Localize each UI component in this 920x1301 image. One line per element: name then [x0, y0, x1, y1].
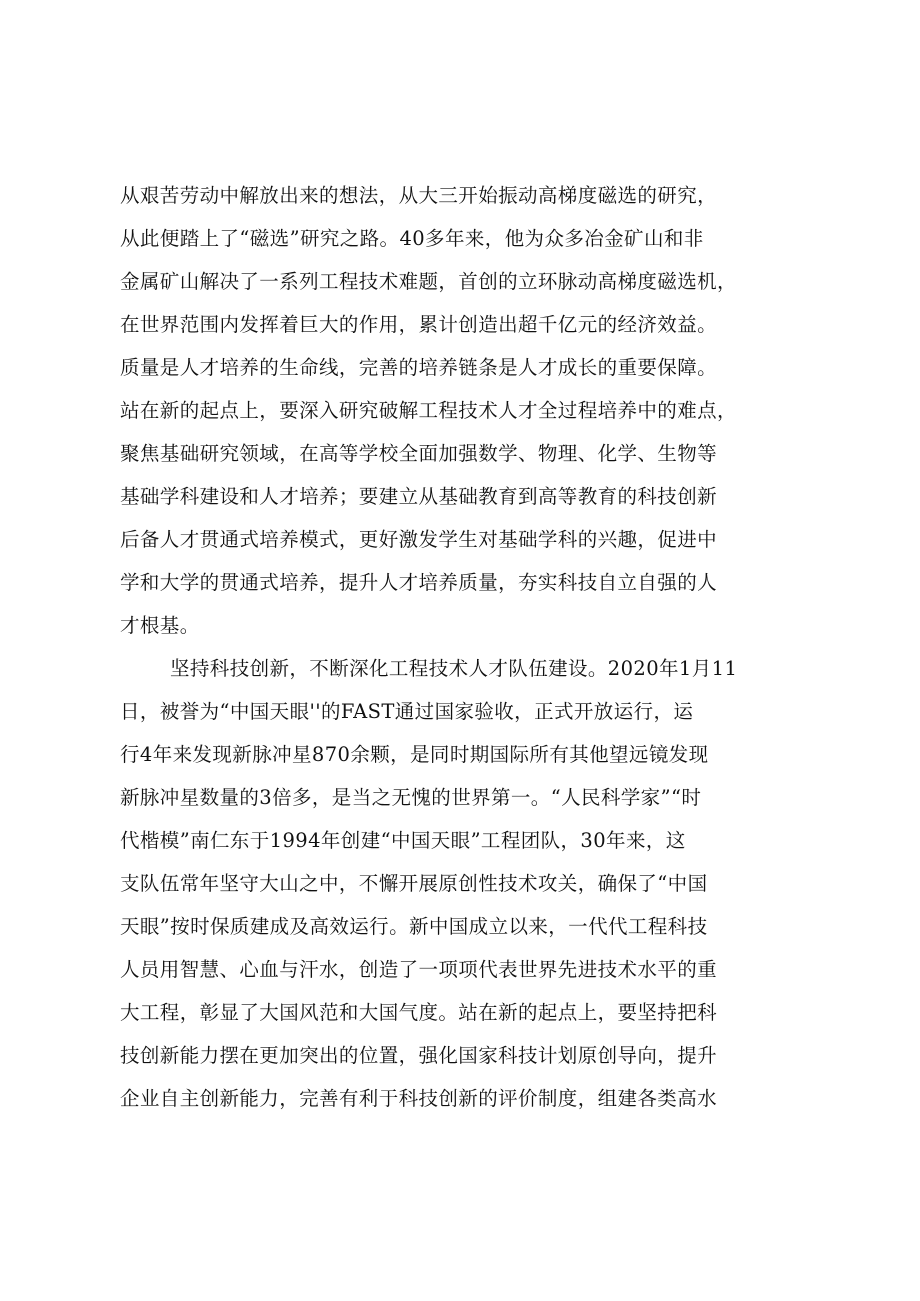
text-line: 从此便踏上了“磁选”研究之路。40多年来，他为众多冶金矿山和非: [120, 227, 704, 250]
text-line: 代楷模”南仁东于1994年创建“中国天眼”工程团队，30年来，这: [120, 829, 686, 852]
text-line: 在世界范围内发挥着巨大的作用，累计创造出超千亿元的经济效益。: [120, 313, 718, 336]
text-line: 企业自主创新能力，完善有利于科技创新的评价制度，组建各类高水: [120, 1087, 718, 1110]
text-line: 日，被誉为“中国天眼''的FAST通过国家验收，正式开放运行，运: [120, 700, 694, 723]
text-line: 金属矿山解决了一系列工程技术难题，首创的立环脉动高梯度磁选机，: [120, 270, 737, 293]
text-line: 行4年来发现新脉冲星870余颗，是同时期国际所有其他望远镜发现: [120, 743, 709, 766]
text-line: 学和大学的贯通式培养，提升人才培养质量，夯实科技自立自强的人: [120, 571, 718, 594]
text-line: 新脉冲星数量的3倍多，是当之无愧的世界第一。“人民科学家”“时: [120, 786, 702, 809]
text-line: 天眼”按时保质建成及高效运行。新中国成立以来，一代代工程科技: [120, 915, 708, 938]
text-line: 人员用智慧、心血与汗水，创造了一项项代表世界先进技术水平的重: [120, 958, 718, 981]
text-line: 大工程，彰显了大国风范和大国气度。站在新的起点上，要坚持把科: [120, 1001, 718, 1024]
text-line: 聚焦基础研究领域，在高等学校全面加强数学、物理、化学、生物等: [120, 442, 718, 465]
text-line: 支队伍常年坚守大山之中，不懈开展原创性技术攻关，确保了“中国: [120, 872, 708, 895]
text-line: 坚持科技创新，不断深化工程技术人才队伍建设。2020年1月11: [170, 657, 738, 680]
text-line: 基础学科建设和人才培养；要建立从基础教育到高等教育的科技创新: [120, 485, 718, 508]
text-line: 才根基。: [120, 614, 200, 637]
text-line: 质量是人才培养的生命线，完善的培养链条是人才成长的重要保障。: [120, 356, 718, 379]
text-line: 站在新的起点上，要深入研究破解工程技术人才全过程培养中的难点，: [120, 399, 737, 422]
text-line: 技创新能力摆在更加突出的位置，强化国家科技计划原创导向，提升: [120, 1044, 718, 1067]
text-line: 从艰苦劳动中解放出来的想法，从大三开始振动高梯度磁选的研究，: [120, 184, 718, 207]
text-line: 后备人才贯通式培养模式，更好激发学生对基础学科的兴趣，促进中: [120, 528, 718, 551]
